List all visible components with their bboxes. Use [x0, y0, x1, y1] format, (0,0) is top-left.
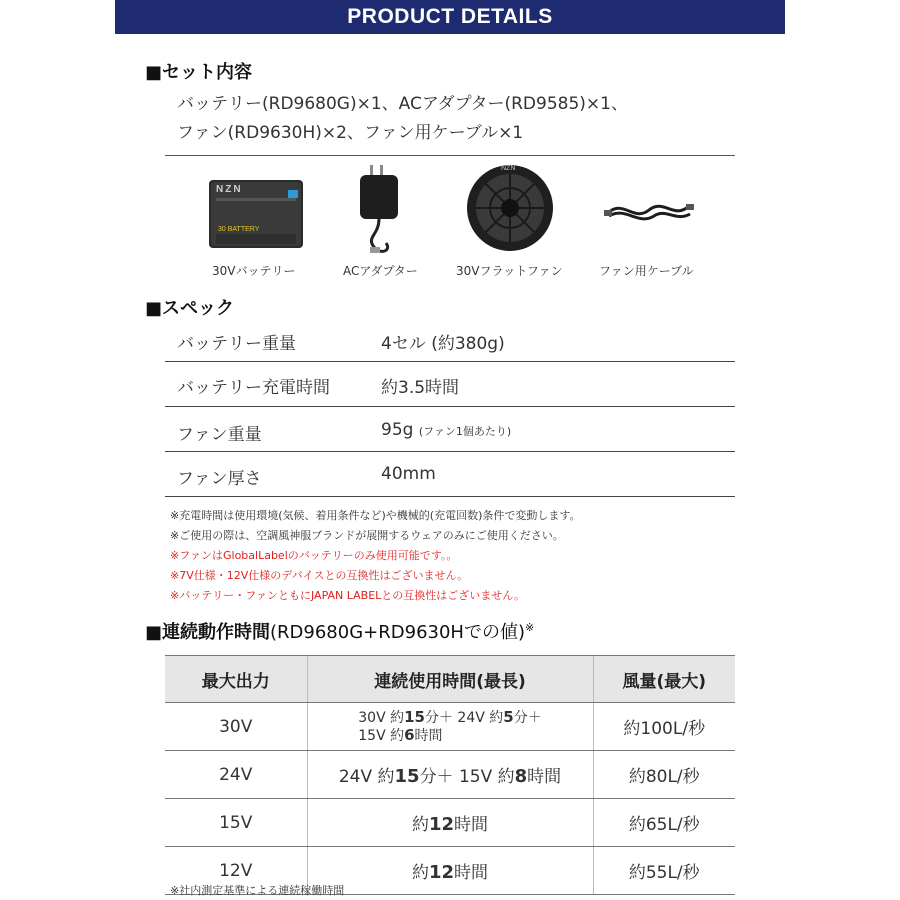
fan-weight-note: (ファン1個あたり)	[418, 425, 512, 438]
ac-adapter-icon	[356, 165, 408, 264]
divider	[165, 155, 735, 156]
operation-time-table	[165, 655, 735, 895]
product-caption-cable: ファン用ケーブル	[599, 264, 694, 278]
operation-time-subtitle: (RD9680G+RD9630Hでの値)	[270, 622, 525, 643]
duration-number: 12	[428, 862, 455, 883]
duration-number: 5	[503, 707, 514, 726]
product-caption-fan: 30Vフラットファン	[456, 264, 563, 278]
square-bullet-icon: ■	[145, 622, 163, 643]
duration-fragment: 分＋ 15V 約	[419, 767, 515, 787]
cell-duration	[307, 847, 593, 895]
cell-output: 24V	[165, 751, 307, 799]
duration-fragment: 時間	[454, 863, 489, 883]
note-japan-label: ※バッテリー・ファンともにJAPAN LABELとの互換性はございません。	[170, 589, 525, 602]
cell-output: 12V	[165, 847, 307, 895]
operation-time-mark: ※	[524, 621, 535, 634]
duration-fragment: 時間	[414, 727, 443, 744]
product-caption-battery: 30Vバッテリー	[212, 264, 296, 278]
cell-duration	[307, 799, 593, 847]
spec-label-fan-weight: ファン重量	[177, 425, 262, 445]
fan-brand-text: NZN	[501, 165, 516, 172]
duration-number: 8	[514, 766, 528, 787]
spec-label-charge-time: バッテリー充電時間	[177, 378, 330, 398]
cell-duration	[307, 751, 593, 799]
product-caption-adapter: ACアダプター	[343, 264, 418, 278]
duration-text	[412, 863, 488, 883]
spec-divider	[165, 451, 735, 452]
duration-number: 12	[428, 814, 455, 835]
battery-label-text: 30 BATTERY	[218, 226, 260, 233]
flat-fan-icon	[465, 160, 555, 260]
duration-text	[358, 709, 541, 745]
note-charge-time: ※充電時間は使用環境(気候、着用条件など)や機械的(充電回数)条件で変動します。	[170, 509, 581, 522]
duration-fragment: 時間	[527, 767, 562, 787]
operation-time-title: 連続動作時間	[162, 622, 271, 643]
page-title: PRODUCT DETAILS	[347, 5, 553, 28]
set-contents-line-2: ファン(RD9630H)×2、ファン用ケーブル×1	[177, 123, 524, 143]
set-contents-heading	[145, 58, 252, 84]
spec-value-battery-weight: 4セル (約380g)	[381, 334, 505, 354]
spec-divider	[165, 406, 735, 407]
square-bullet-icon: ■	[145, 62, 163, 83]
cell-airflow: 約65L/秒	[593, 799, 735, 847]
note-voltage-compat: ※7V仕様・12V仕様のデバイスとの互換性はございません。	[170, 569, 469, 582]
duration-fragment: 30V 約	[358, 709, 405, 726]
column-header-output: 最大出力	[165, 656, 307, 703]
duration-fragment: 24V 約	[338, 767, 395, 787]
fan-cable-icon	[604, 192, 694, 236]
square-bullet-icon: ■	[145, 298, 163, 319]
note-globallabel: ※ファンはGlobalLabelのバッテリーのみ使用可能です。。	[170, 549, 458, 562]
duration-fragment: 分＋	[513, 709, 542, 726]
duration-fragment: 約	[411, 863, 429, 883]
set-contents-line-1: バッテリー(RD9680G)×1、ACアダプター(RD9585)×1、	[177, 94, 628, 114]
cell-duration	[307, 703, 593, 751]
spec-label-fan-thickness: ファン厚さ	[177, 469, 262, 489]
cell-airflow: 約100L/秒	[593, 703, 735, 751]
table-row	[165, 751, 735, 799]
duration-number: 15	[394, 766, 420, 787]
battery-pack-icon	[208, 178, 304, 254]
spec-value-fan-thickness: 40mm	[381, 464, 436, 484]
table-row	[165, 799, 735, 847]
fan-weight-value: 95g	[381, 420, 414, 440]
duration-fragment: 時間	[454, 815, 489, 835]
operation-footnote: ※社内測定基準による連続稼働時間	[170, 884, 345, 897]
spec-title: スペック	[162, 298, 235, 319]
table-row	[165, 703, 735, 751]
spec-value-fan-weight	[381, 420, 511, 440]
cell-output: 15V	[165, 799, 307, 847]
spec-divider	[165, 496, 735, 497]
table-header-row	[165, 656, 735, 703]
duration-fragment: 約	[411, 815, 429, 835]
duration-text	[412, 815, 488, 835]
column-header-duration: 連続使用時間(最長)	[307, 656, 593, 703]
page-header-banner	[115, 0, 785, 34]
duration-text	[339, 767, 561, 787]
battery-brand-text: NZN	[216, 184, 243, 195]
cell-airflow: 約80L/秒	[593, 751, 735, 799]
cell-output: 30V	[165, 703, 307, 751]
note-brand-use: ※ご使用の際は、空調風神服ブランドが展開するウェアのみにご使用ください。	[170, 529, 564, 542]
spec-label-battery-weight: バッテリー重量	[177, 334, 296, 354]
set-contents-title: セット内容	[162, 62, 253, 83]
duration-fragment: 15V 約	[358, 727, 405, 744]
operation-time-heading	[145, 618, 534, 644]
spec-divider	[165, 361, 735, 362]
spec-value-charge-time: 約3.5時間	[381, 378, 460, 398]
cell-airflow: 約55L/秒	[593, 847, 735, 895]
duration-number: 6	[404, 725, 415, 744]
set-contents-text	[177, 90, 628, 148]
duration-number: 15	[404, 707, 425, 726]
column-header-airflow: 風量(最大)	[593, 656, 735, 703]
duration-fragment: 分＋ 24V 約	[424, 709, 504, 726]
spec-heading	[145, 294, 234, 320]
